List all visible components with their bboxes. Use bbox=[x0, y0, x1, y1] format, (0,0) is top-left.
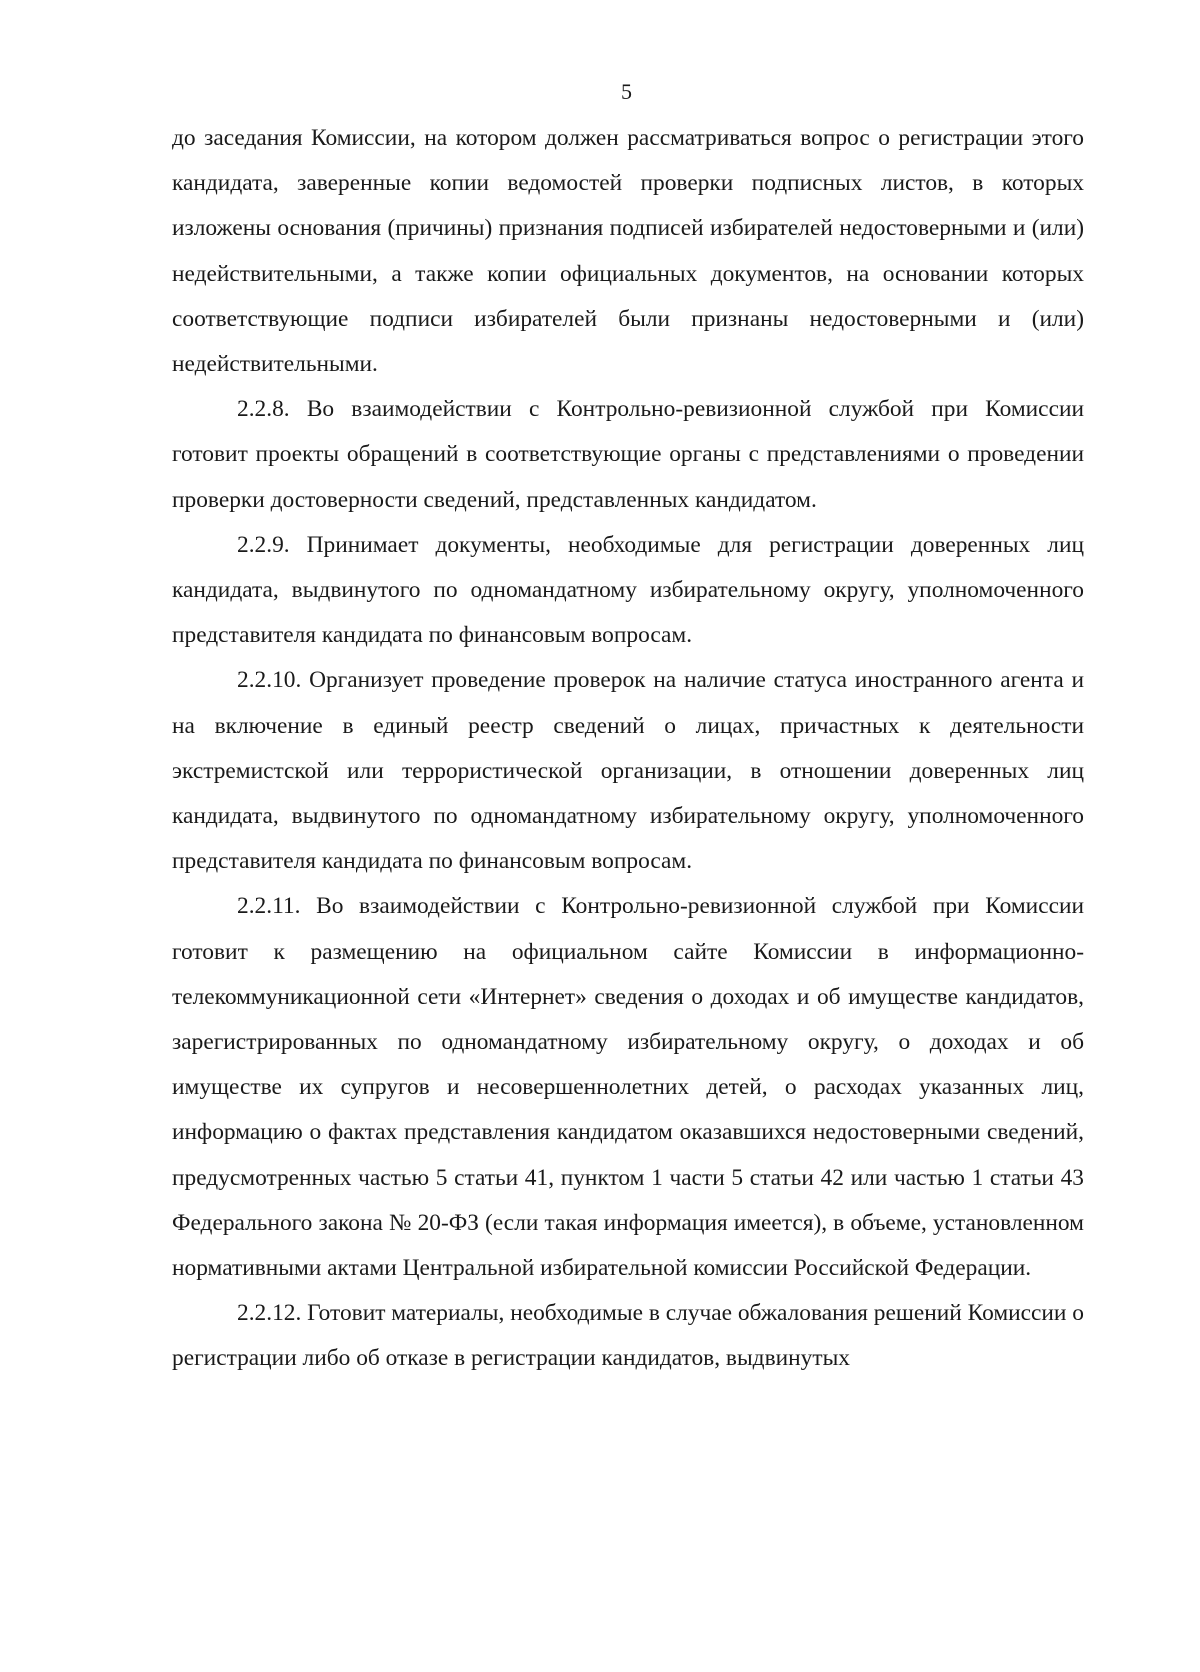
paragraph-2-2-11: 2.2.11. Во взаимодействии с Контрольно-ревизионной службой при Комиссии готовит к размещению на официальном сайте Комиссии в информационно-телекоммуникационной сети «Интернет» сведения о доходах и об имуществе кандидатов, зарегистрированных по одномандатному избирательному округу, о доходах и об имуществе их супругов и несовершеннолетних детей, о расходах указанных лиц, информацию о фактах представления кандидатом оказавшихся недостоверными сведений, предусмотренных частью 5 статьи 41, пунктом 1 части 5 статьи 42 или частью 1 статьи 43 Федерального закона № 20-ФЗ (если такая информация имеется), в объеме, установленном нормативными актами Центральной избирательной комиссии Российской Федерации. bbox=[172, 893, 1084, 1282]
paragraph-continuation: до заседания Комиссии, на котором должен рассматриваться вопрос о регистрации этого кандидата, заверенные копии ведомостей проверки подписных листов, в которых изложены основания (причины) признания подписей избирателей недостоверными и (или) недействительными, а также копии официальных документов, на основании которых соответствующие подписи избирателей были признаны недостоверными и (или) недействительными. bbox=[172, 125, 1084, 378]
document-body bbox=[172, 116, 1084, 1382]
paragraph-2-2-10: 2.2.10. Организует проведение проверок на наличие статуса иностранного агента и на включение в единый реестр сведений о лицах, причастных к деятельности экстремистской или террористической организации, в отношении доверенных лиц кандидата, выдвинутого по одномандатному избирательному округу, уполномоченного представителя кандидата по финансовым вопросам. bbox=[172, 667, 1084, 875]
page-number: 5 bbox=[621, 79, 632, 104]
paragraph-2-2-9: 2.2.9. Принимает документы, необходимые для регистрации доверенных лиц кандидата, выдвинутого по одномандатному избирательному округу, уполномоченного представителя кандидата по финансовым вопросам. bbox=[172, 531, 1084, 649]
paragraph-2-2-8: 2.2.8. Во взаимодействии с Контрольно-ревизионной службой при Комиссии готовит проекты обращений в соответствующие органы с представлениями о проведении проверки достоверности сведений, представленных кандидатом. bbox=[172, 396, 1084, 513]
paragraph-2-2-12: 2.2.12. Готовит материалы, необходимые в случае обжалования решений Комиссии о регистрации либо об отказе в регистрации кандидатов, выдвинутых bbox=[172, 1300, 1084, 1372]
